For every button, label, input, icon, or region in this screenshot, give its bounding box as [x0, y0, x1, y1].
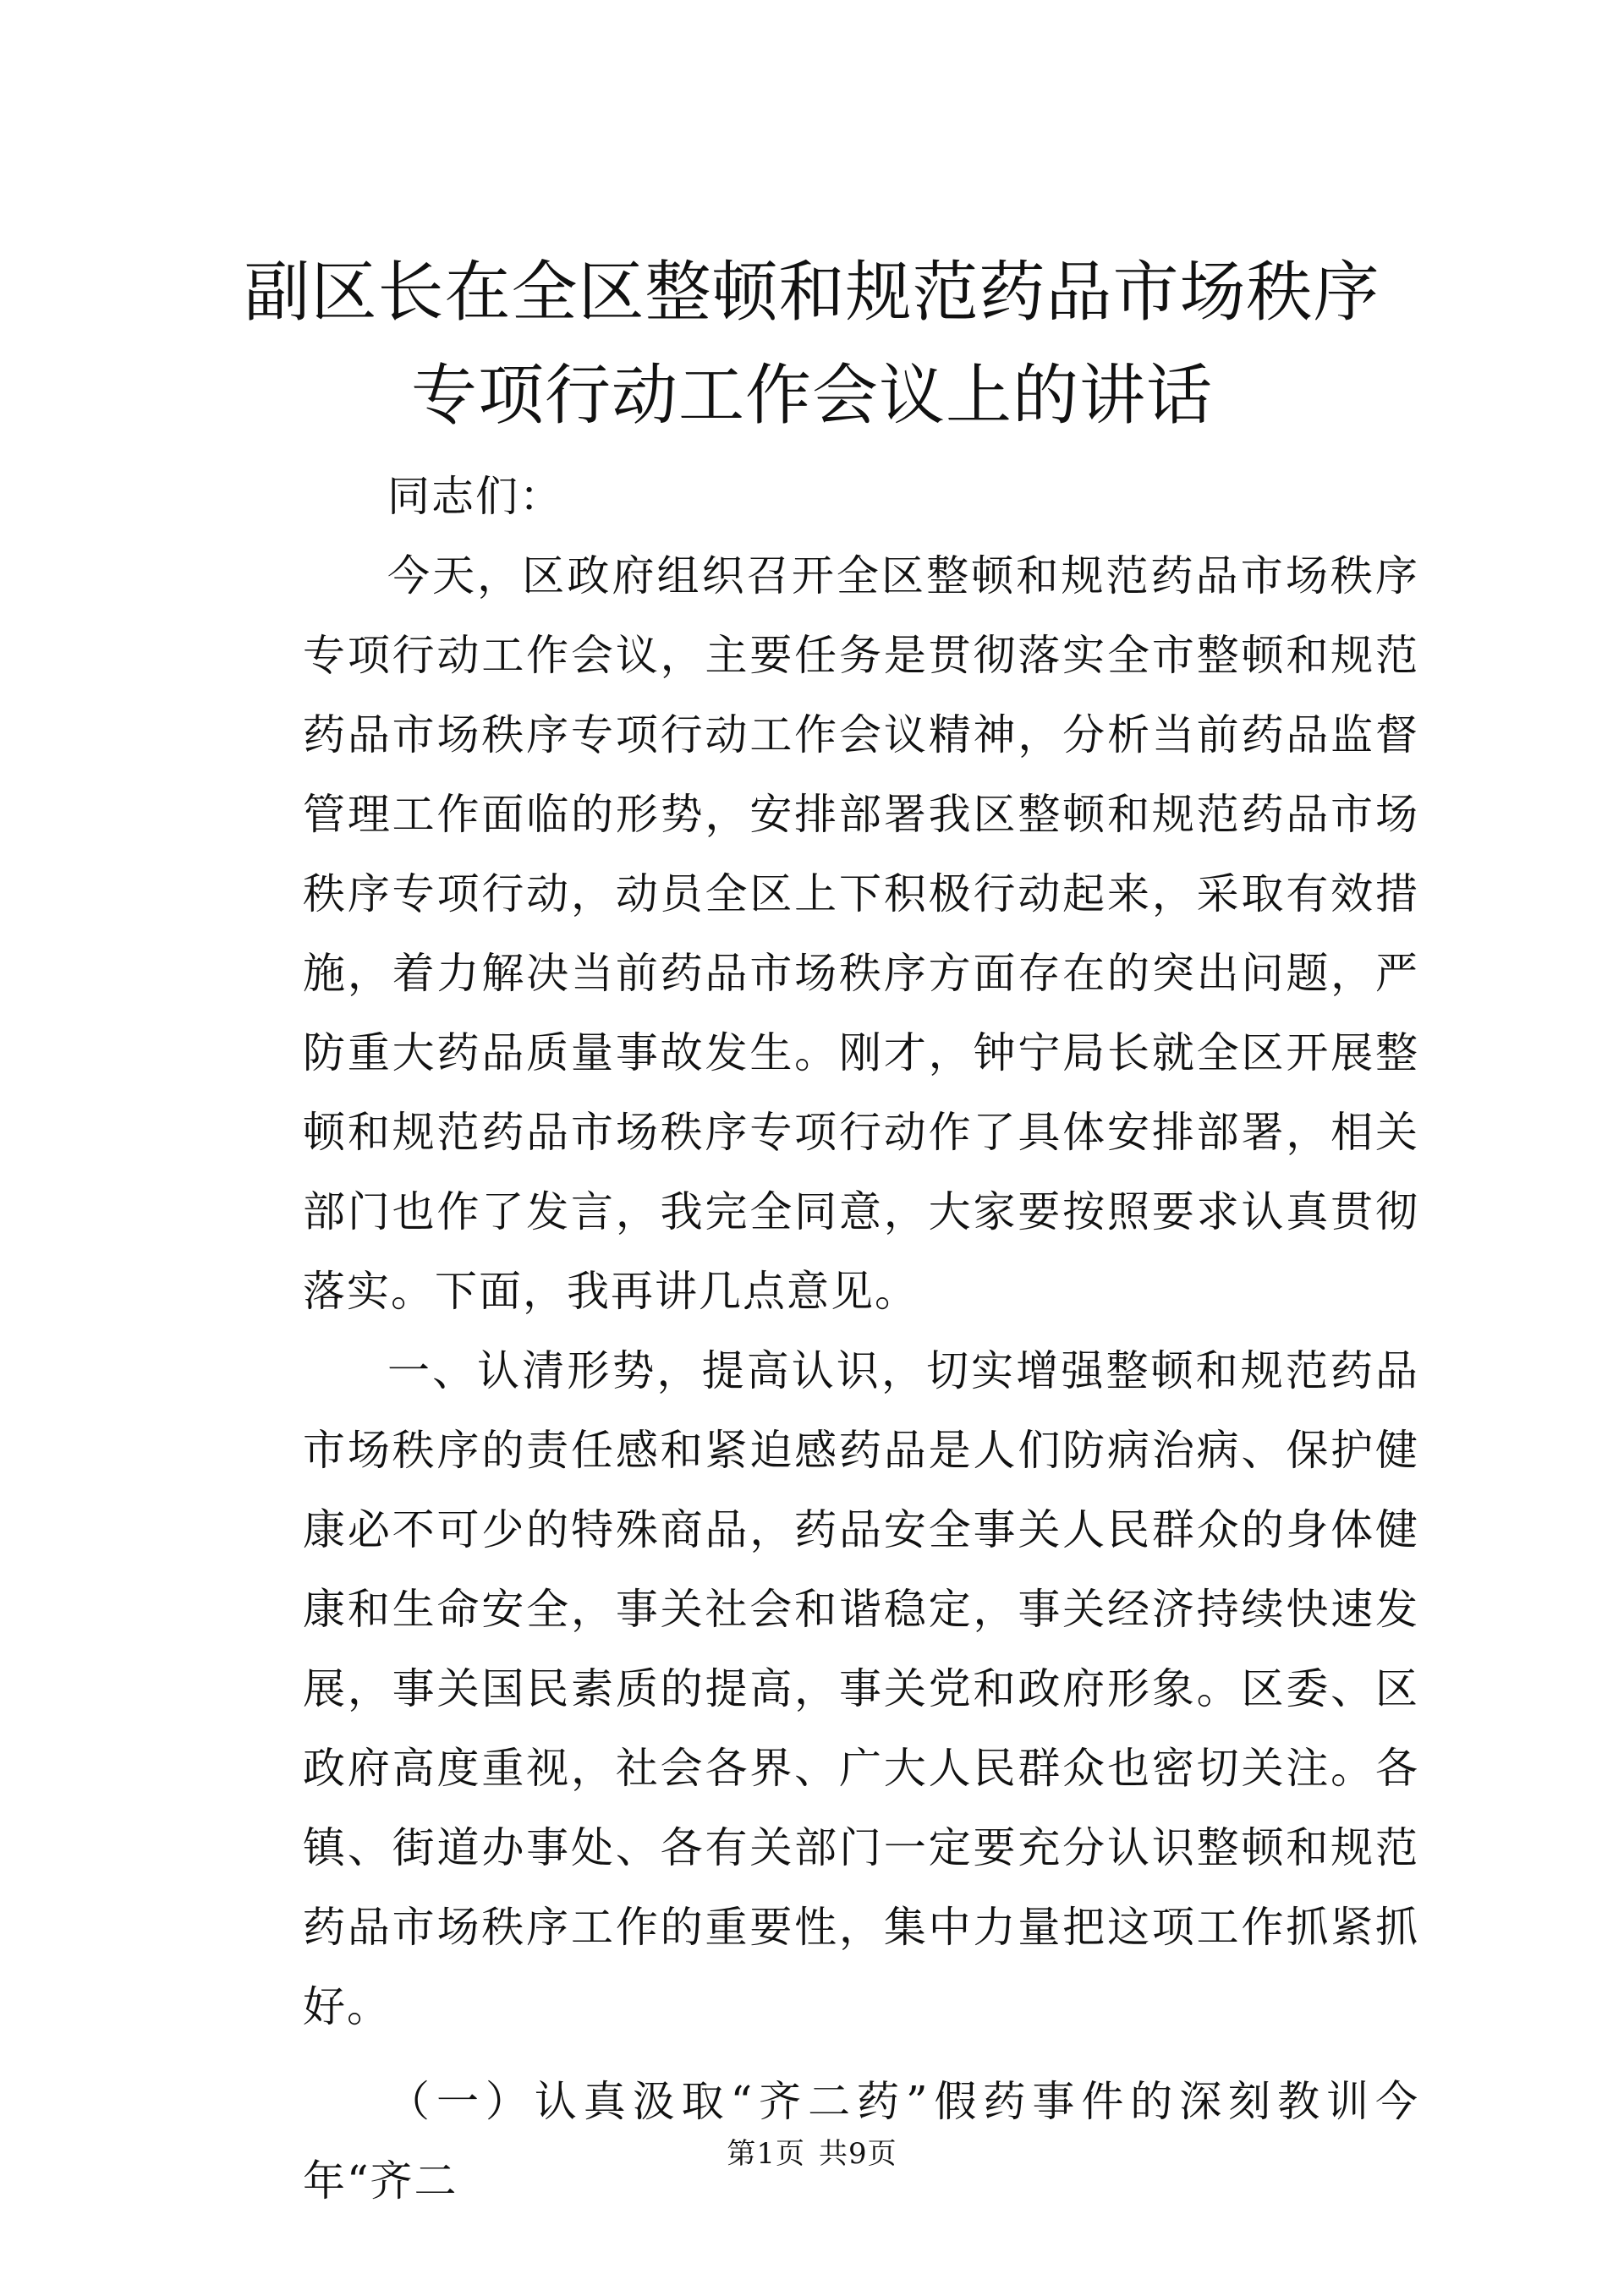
page-footer [0, 2135, 1624, 2173]
page-total: 共9页 [819, 2137, 897, 2171]
page-number: 第1页 [727, 2137, 805, 2171]
salutation-paragraph: 同志们： [387, 472, 563, 521]
subsection-one-paragraph: （一）认真汲取“齐二药”假药事件的深刻教训今年“齐二 [303, 2077, 1419, 2206]
section-one-paragraph: 一、认清形势，提高认识，切实增强整顿和规范药品市场秩序的责任感和紧迫感药品是人们防病治病、保护健康必不可少的特殊商品，药品安全事关人民群众的身体健康和生命安全，事关社会和谐稳定，事关经济持续快速发展，事关国民素质的提高，事关党和政府形象。区委、区政府高度重视，社会各界、广大人民群众也密切关注。各镇、街道办事处、各有关部门一定要充分认识整顿和规范药品市场秩序工作的重要性，集中力量把这项工作抓紧抓好。 [303, 1346, 1419, 2031]
document-body [303, 457, 1419, 2221]
document-title: 副区长在全区整顿和规范药品市场秩序专项行动工作会议上的讲话 [244, 255, 1380, 434]
intro-paragraph: 今天，区政府组织召开全区整顿和规范药品市场秩序专项行动工作会议，主要任务是贯彻落实全市整顿和规范药品市场秩序专项行动工作会议精神，分析当前药品监督管理工作面临的形势，安排部署我区整顿和规范药品市场秩序专项行动，动员全区上下积极行动起来，采取有效措施，着力解决当前药品市场秩序方面存在的突出问题，严防重大药品质量事故发生。刚才，钟宁局长就全区开展整顿和规范药品市场秩序专项行动作了具体安排部署，相关部门也作了发言，我完全同意，大家要按照要求认真贯彻落实。下面，我再讲几点意见。 [303, 551, 1419, 1316]
